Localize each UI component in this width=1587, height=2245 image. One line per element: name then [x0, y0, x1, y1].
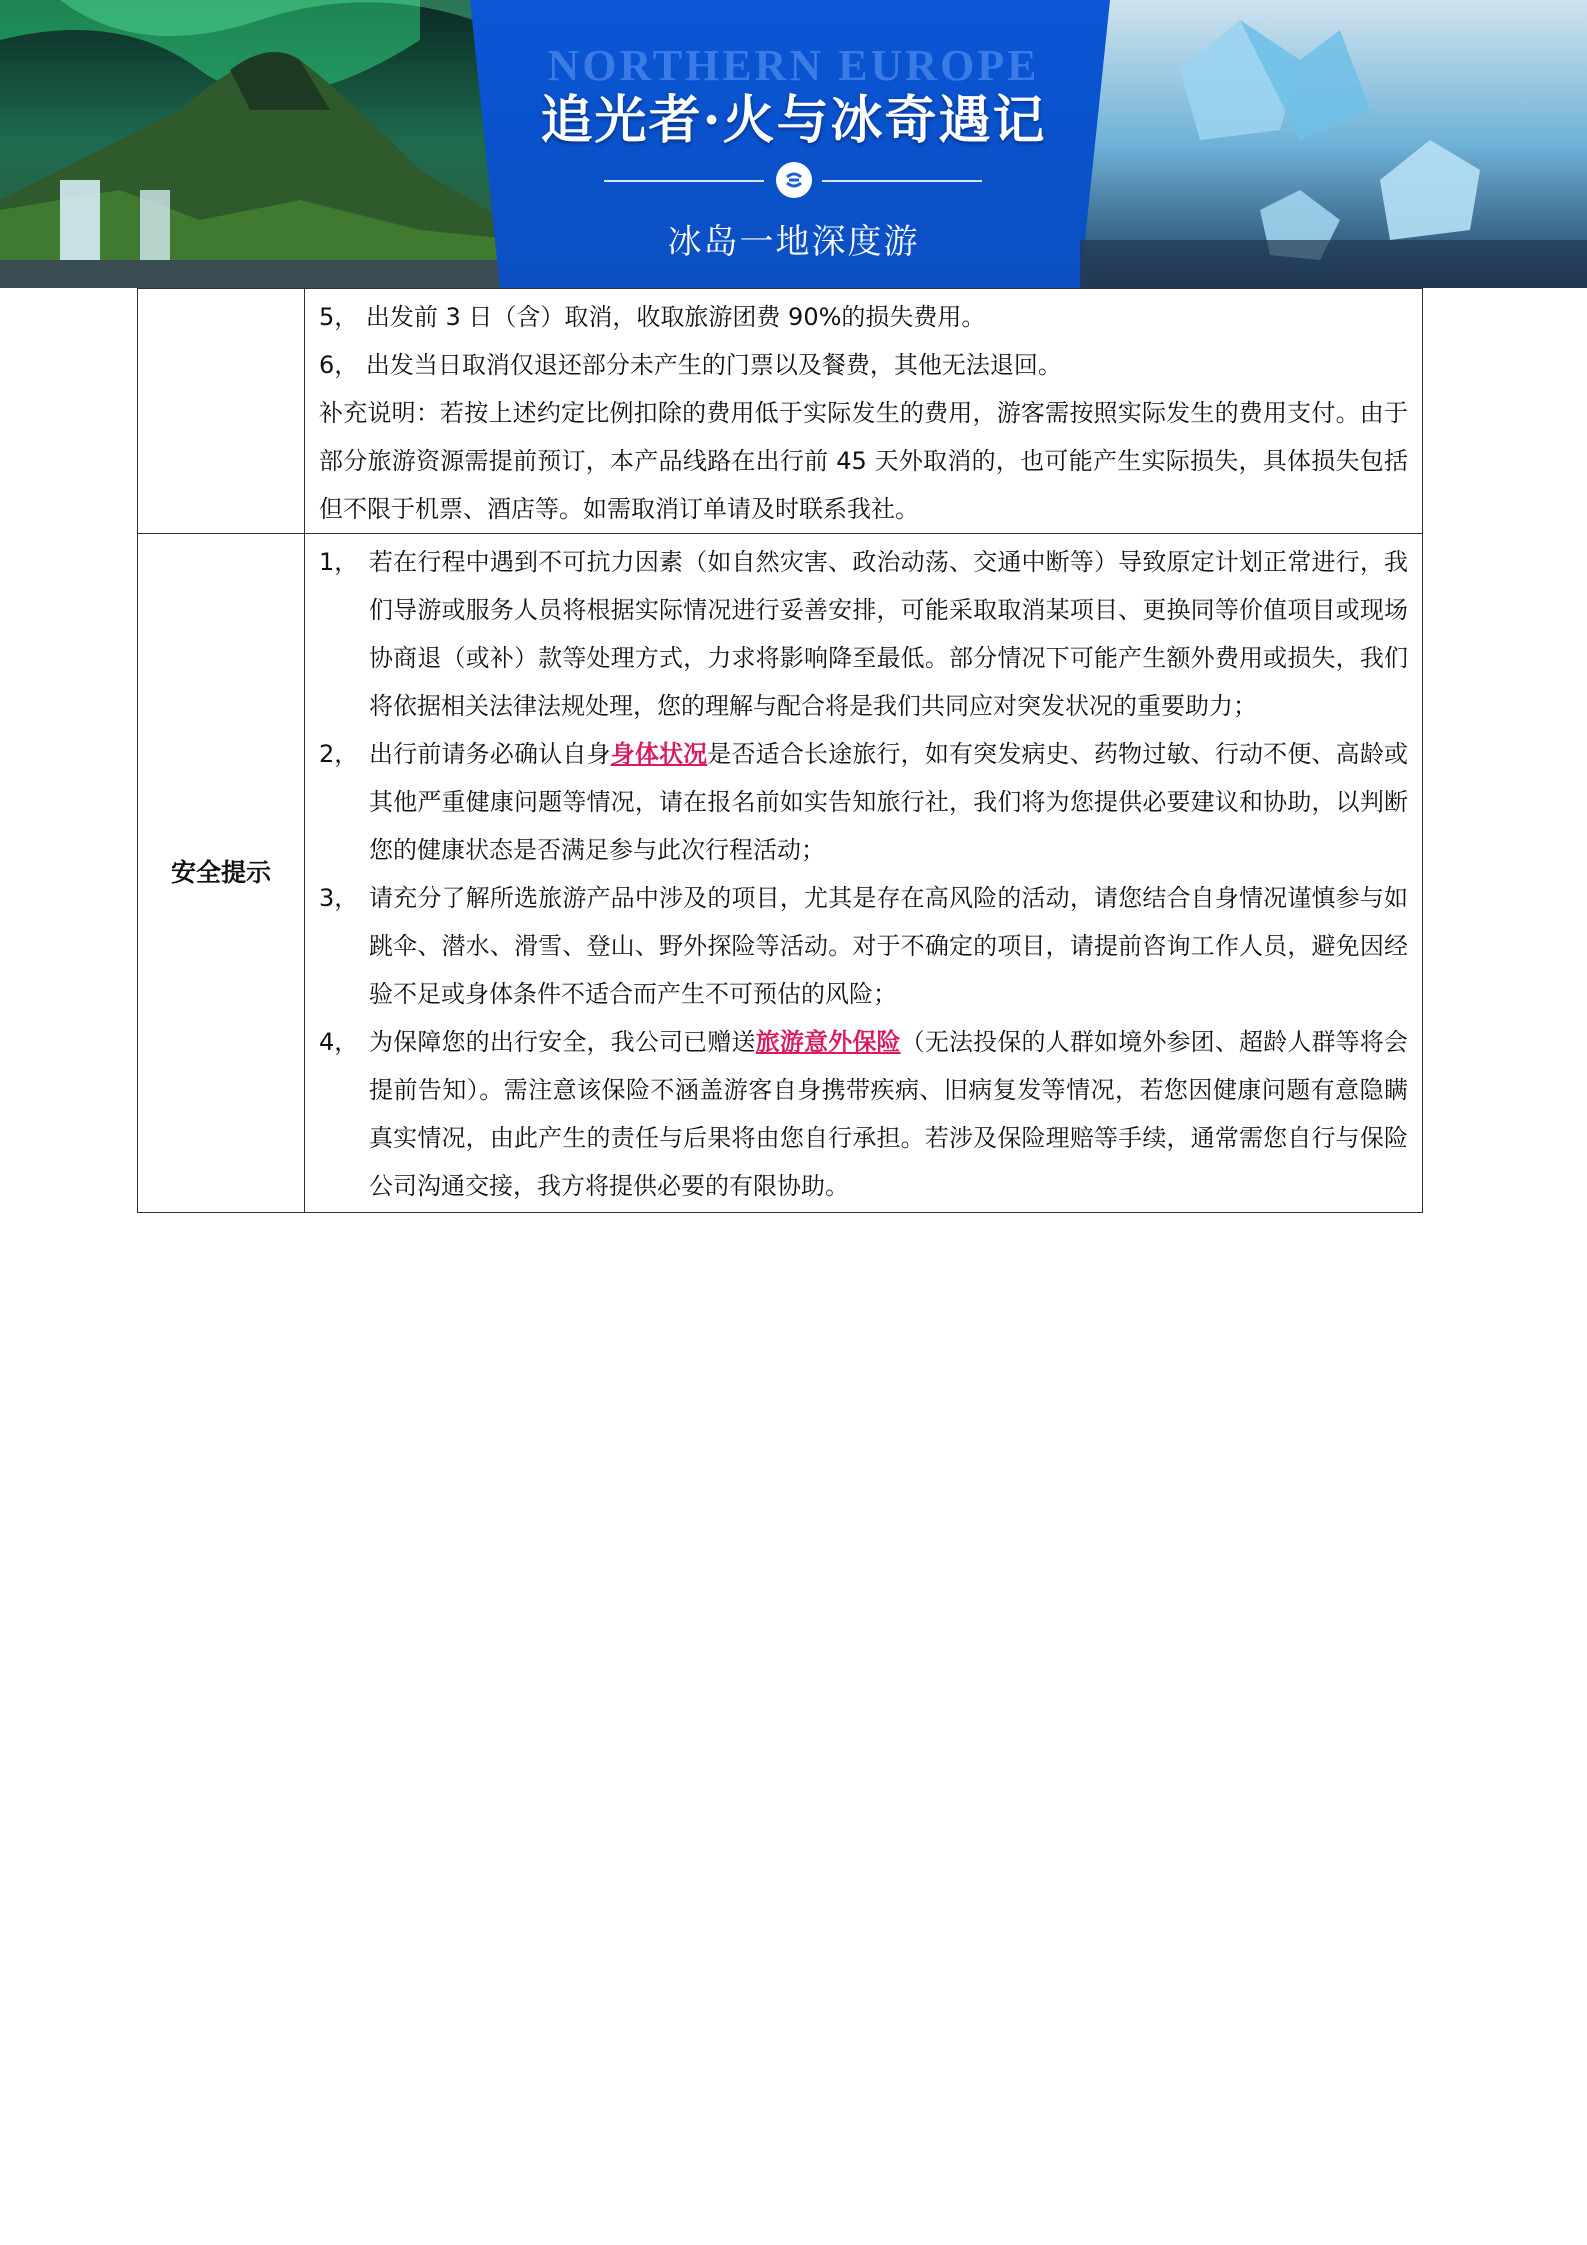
cancellation-item: 6， 出发当日取消仅退还部分未产生的门票以及餐费，其他无法退回。 — [319, 351, 1062, 379]
safety-item-text-post: 是否适合长途旅行，如有突发病史、药物过敏、行动不便、高龄或其他严重健康问题等情况，请在报名前如实告知旅行社，我们将为您提供必要建议和协助，以判断您的健康状态是否满足参与此次行程活动； — [369, 740, 1409, 864]
cancellation-label-cell — [138, 289, 305, 534]
safety-row — [138, 534, 1423, 1213]
safety-item-number: 2， — [319, 740, 359, 768]
safety-item-text-pre: 出行前请务必确认自身 — [369, 740, 611, 768]
safety-item-text-post: （无法投保的人群如境外参团、超龄人群等将会提前告知）。需注意该保险不涵盖游客自身携带疾病、旧病复发等情况，若您因健康问题有意隐瞒真实情况，由此产生的责任与后果将由您自行承担。若涉及保险理赔等手续，通常需您自行与保险公司沟通交接，我方将提供必要的有限协助。 — [369, 1028, 1409, 1200]
banner-watermark: NORTHERN EUROPE — [547, 41, 1040, 90]
safety-item — [319, 730, 1408, 874]
cancellation-note: 补充说明：若按上述约定比例扣除的费用低于实际发生的费用，游客需按照实际发生的费用支付。由于部分旅游资源需提前预订，本产品线路在出行前 45 天外取消的，也可能产生实际损失，具体损失包括但不限于机票、酒店等。如需取消订单请及时联系我社。 — [319, 399, 1408, 523]
safety-item — [319, 1018, 1408, 1210]
banner-subtitle: 冰岛一地深度游 — [667, 222, 920, 262]
brand-logo-icon — [776, 162, 812, 198]
cancellation-item: 5， 出发前 3 日（含）取消，收取旅游团费 90%的损失费用。 — [319, 303, 986, 331]
safety-item — [319, 538, 1408, 730]
header-banner — [0, 0, 1587, 288]
banner-divider-left — [604, 180, 764, 182]
terms-table — [137, 288, 1423, 1213]
travel-insurance-link[interactable]: 旅游意外保险 — [755, 1028, 901, 1056]
safety-item-number: 4， — [319, 1028, 359, 1056]
safety-item-text: 若在行程中遇到不可抗力因素（如自然灾害、政治动荡、交通中断等）导致原定计划正常进行，我们导游或服务人员将根据实际情况进行妥善安排，可能采取取消某项目、更换同等价值项目或现场协商退（或补）款等处理方式，力求将影响降至最低。部分情况下可能产生额外费用或损失，我们将依据相关法律法规处理，您的理解与配合将是我们共同应对突发状况的重要助力； — [369, 548, 1408, 720]
safety-content — [305, 534, 1423, 1213]
safety-item-text — [369, 1018, 1408, 1210]
safety-item-text: 请充分了解所选旅游产品中涉及的项目，尤其是存在高风险的活动，请您结合自身情况谨慎参与如跳伞、潜水、滑雪、登山、野外探险等活动。对于不确定的项目，请提前咨询工作人员，避免因经验不足或身体条件不适合而产生不可预估的风险； — [369, 884, 1408, 1008]
safety-item-number: 1， — [319, 548, 359, 576]
banner-divider-right — [822, 180, 982, 182]
safety-label: 安全提示 — [138, 534, 305, 1213]
cancellation-content — [305, 289, 1423, 534]
safety-item-number: 3， — [319, 884, 359, 912]
health-condition-link[interactable]: 身体状况 — [610, 740, 708, 768]
safety-item-text — [369, 730, 1408, 874]
safety-item-text-pre: 为保障您的出行安全，我公司已赠送 — [369, 1028, 756, 1056]
safety-item — [319, 874, 1408, 1018]
cancellation-row — [138, 289, 1423, 534]
banner-title: 追光者·火与冰奇遇记 — [540, 90, 1047, 151]
